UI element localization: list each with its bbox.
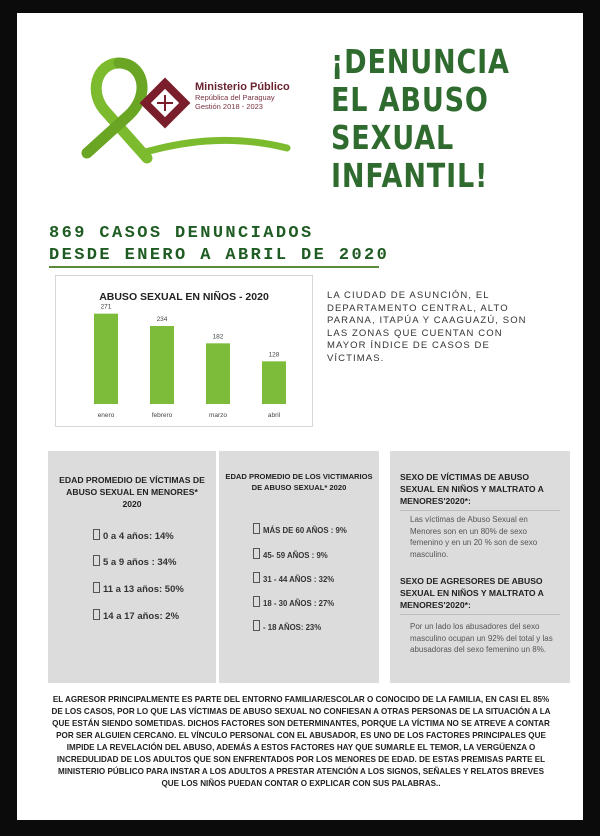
box-icon [93,582,100,593]
logo-text [195,81,290,111]
chart-title: ABUSO SEXUAL EN NIÑOS - 2020 [99,291,269,303]
headline-line: EL ABUSO [331,80,489,119]
victim-age-item [93,609,179,622]
victim-age-item [93,555,176,568]
box-icon [93,555,100,566]
chart-category-label: febrero [151,412,173,419]
headline-line: INFANTIL! [331,156,489,195]
box-icon [253,548,260,559]
victim-age-item-text: 5 a 9 años : 34% [103,557,177,568]
aggressor-sex-title: SEXO DE AGRESORES DE ABUSO SEXUAL EN NIÑOS Y MALTRATO A MENORES'2020*: [400,576,544,610]
heading-underline [49,266,379,268]
victim-age-item-text: 0 a 4 años: 14% [103,531,174,542]
chart-category-label: enero [97,412,115,419]
chart-bar [94,314,118,404]
headline [331,43,528,195]
perpetrator-age-item [253,548,328,560]
chart-category-label: abril [267,412,281,419]
chart-data-label: 128 [268,351,280,359]
victim-age-item [93,529,174,542]
perpetrator-age-item-text: 31 - 44 AÑOS : 32% [263,575,335,584]
sex-panel [390,451,570,683]
box-icon [253,620,260,631]
ministerio-logo [67,53,307,183]
chart-svg [56,276,312,426]
aggressor-sex-text: Por un lado los abusadores del sexo masculino ocupan un 92% del total y las abusadoras del sexo femenino un 8%. [410,622,553,654]
box-icon [93,609,100,620]
logo-subtitle: República del Paraguay [195,93,275,102]
perpetrator-age-item [253,572,334,584]
perpetrator-age-item-text: - 18 AÑOS: 23% [263,623,322,632]
zones-text: LA CIUDAD DE ASUNCIÓN, EL DEPARTAMENTO CENTRAL, ALTO PARANA, ITAPÚA Y CAAGUAZÚ, SON LAS ZONAS QUE CUENTAN CON MAYOR ÍNDICE DE CASOS DE VÍCTIMAS. [327,290,527,364]
victim-age-title: EDAD PROMEDIO DE VÍCTIMAS DE ABUSO SEXUAL EN MENORES* 2020 [59,475,205,509]
box-icon [93,529,100,540]
perpetrator-age-item [253,620,321,632]
perpetrator-age-item [253,523,347,535]
victim-age-item-text: 14 a 17 años: 2% [103,611,180,622]
box-icon [253,572,260,583]
divider [400,614,560,615]
perpetrator-age-item [253,596,334,608]
perpetrator-age-item-text: 45- 59 AÑOS : 9% [263,551,328,560]
bar-chart [55,275,313,427]
logo-title: Ministerio Público [195,81,290,93]
logo-term: Gestión 2018 - 2023 [195,102,263,111]
box-icon [253,523,260,534]
cases-line: 869 CASOS DENUNCIADOS [49,224,314,243]
chart-bar [206,343,230,404]
poster [17,13,583,820]
victim-sex-title: SEXO DE VÍCTIMAS DE ABUSO SEXUAL EN NIÑOS Y MALTRATO A MENORES'2020*: [400,472,544,506]
perpetrator-age-panel [219,451,379,683]
chart-category-label: marzo [208,412,228,419]
bottom-paragraph: EL AGRESOR PRINCIPALMENTE ES PARTE DEL ENTORNO FAMILIAR/ESCOLAR O CONOCIDO DE LA FAMILIA, EN CASI EL 85% DE LOS CASOS, POR LO QUE LAS VÍCTIMAS DE ABUSO SEXUAL NO CONFIESAN A OTRAS PERSONAS DE LA SITUACIÓN A LA QUE ESTÁN SIENDO SOMETIDAS. DICHOS FACTORES SON DETERMINANTES, PORQUE LA VÍCTIMA NO SE ATREVE A CONTAR POR SER ALGUIEN CERCANO. EL VÍNCULO PERSONAL CON EL ABUSADOR, ES UNO DE LOS FACTORES PRINCIPALES QUE IMPIDE LA REVELACIÓN DEL ABUSO, ADEMÁS A ESTOS FACTORES HAY QUE SUMARLE EL TEMOR, LA VERGÜENZA O INCREDULIDAD DE LOS ADULTOS QUE SON ENFRENTADOS POR LOS MENORES DE EDAD. DE ESTAS PREMISAS PARTE EL MINISTERIO PÚBLICO PARA INSTAR A LOS ADULTOS A PRESTAR ATENCIÓN A LOS SIGNOS, SEÑALES Y RELATOS BREVES QUE LOS NIÑOS PUEDAN CONTAR O EXPLICAR CON SUS PALABRAS.. [51,695,551,788]
victim-age-item [93,582,184,595]
perpetrator-age-item-text: 18 - 30 AÑOS : 27% [263,599,335,608]
headline-line: SEXUAL [331,118,455,157]
perpetrator-age-title: EDAD PROMEDIO DE LOS VICTIMARIOS DE ABUSO SEXUAL* 2020 [225,472,373,492]
chart-bar [262,361,286,404]
chart-data-label: 271 [100,303,112,311]
cases-heading [49,223,389,267]
perpetrator-age-item-text: MÁS DE 60 AÑOS : 9% [263,526,347,535]
victim-sex-text: Las víctimas de Abuso Sexual en Menores son en un 80% de sexo femenino y en un 20 % son de sexo masculino. [410,515,538,559]
chart-bar [150,326,174,404]
victim-age-panel [48,451,216,683]
cases-line: DESDE ENERO A ABRIL DE 2020 [49,246,390,265]
box-icon [253,596,260,607]
divider [400,510,560,511]
chart-data-label: 182 [212,333,224,341]
victim-age-item-text: 11 a 13 años: 50% [103,584,184,595]
chart-data-label: 234 [156,316,168,323]
headline-line: ¡DENUNCIA [331,42,510,81]
